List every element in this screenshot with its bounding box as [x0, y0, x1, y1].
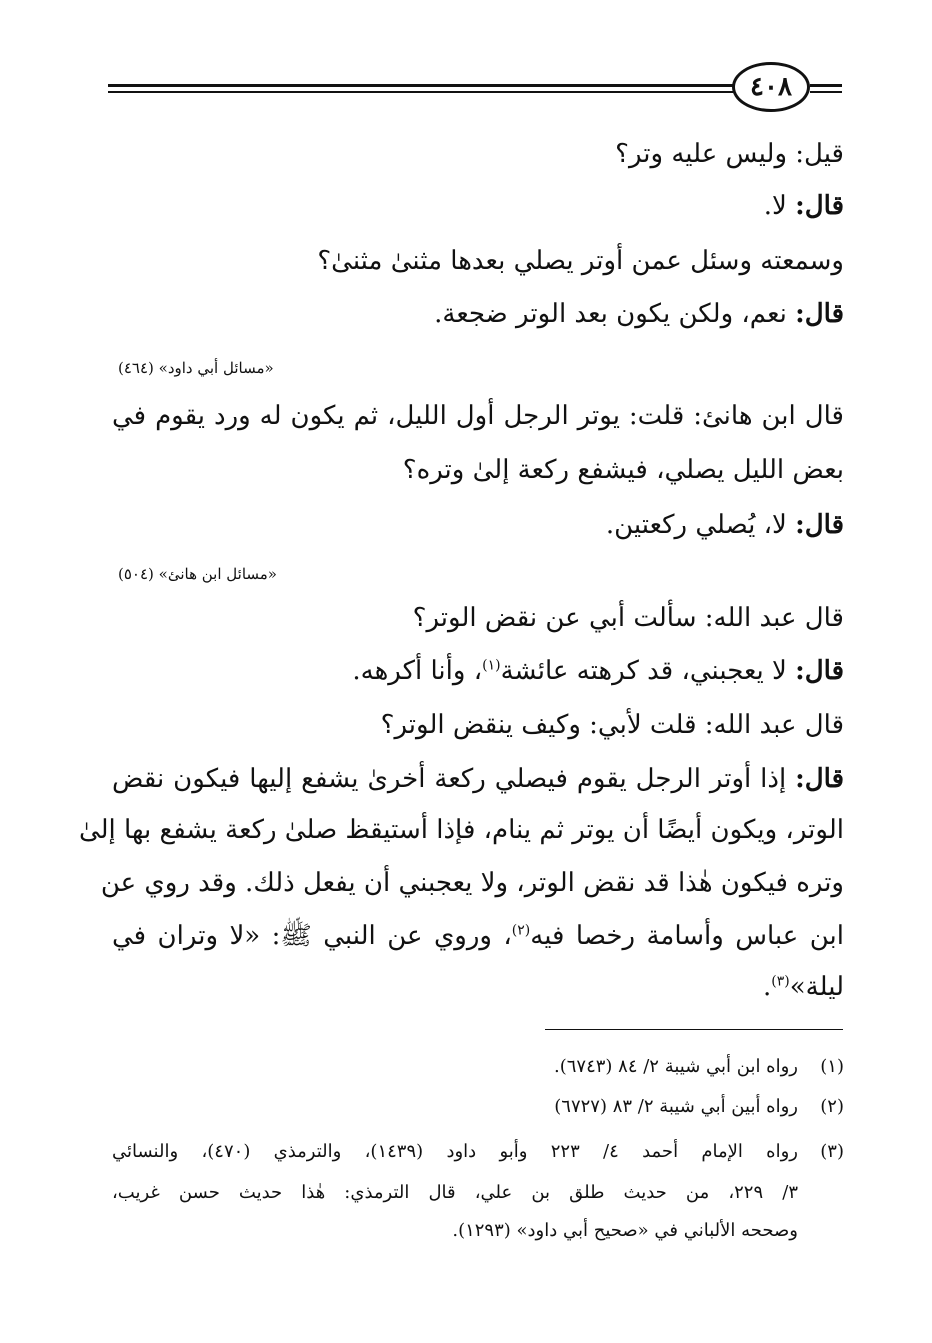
text-line [434, 299, 844, 330]
qal-label: قال: [795, 764, 845, 794]
footnote-text: رواه الإمام أحمد ٤/ ٢٢٣ وأبو داود (١٤٣٩)، والترمذي (٤٧٠)، والنسائي [112, 1141, 798, 1162]
footnote-text: رواه ابن أبي شيبة ٢/ ٨٤ (٦٧٤٣). [553, 1056, 798, 1077]
header-rule [108, 84, 733, 87]
text: وسمعته وسئل عمن أوتر يصلي بعدها مثنىٰ مثنىٰ؟ [317, 246, 844, 276]
text: قيل: وليس عليه وتر؟ [615, 139, 844, 169]
text: إذا أوتر الرجل يقوم فيصلي ركعة أخرىٰ يشفع إليها فيكون نقض [112, 764, 787, 794]
footnote-ref[interactable]: (٣) [771, 973, 790, 990]
text-line: بعض الليل يصلي، فيشفع ركعة إلىٰ وتره؟ [402, 455, 844, 485]
text-line [615, 139, 844, 170]
page-number: ٤٠٨ [732, 62, 810, 112]
footnote-number: (٣) [820, 1141, 844, 1162]
text: لا، يُصلي ركعتين. [605, 510, 787, 540]
text-line [352, 656, 844, 687]
qal-label: قال: [795, 656, 844, 686]
footnote-number: (١) [820, 1056, 844, 1077]
footnote [112, 1141, 844, 1162]
text: ، وأنا أكرهه. [352, 656, 483, 686]
footnote-continuation: وصححه الألباني في «صحيح أبي داود» (١٢٩٣). [452, 1220, 798, 1241]
text-line: قال ابن هانئ: قلت: يوتر الرجل أول الليل، ثم يكون له ورد يقوم في [112, 401, 844, 431]
text: . [763, 972, 772, 1002]
text-line [112, 764, 844, 795]
text: ، وروي عن النبي ﷺ: «لا وتران في [112, 921, 512, 951]
qal-label: قال: [795, 191, 844, 221]
text: لا. [763, 191, 787, 221]
footnote [554, 1056, 844, 1077]
header-rule [810, 84, 842, 87]
text: لا يعجبني، قد كرهته عائشة [500, 656, 787, 686]
header-rule [810, 91, 842, 93]
footnote-number: (٢) [820, 1096, 844, 1117]
footnote-rule [545, 1029, 843, 1030]
text-line: وتره فيكون هٰذا قد نقض الوتر، ولا يعجبني أن يفعل ذلك. وقد روي عن [100, 868, 844, 898]
footnote-continuation: ٣/ ٢٢٩، من حديث طلق بن علي، قال الترمذي: هٰذا حديث حسن غريب، [112, 1182, 798, 1203]
source-citation: «مسائل أبي داود» (٤٦٤) [118, 359, 274, 377]
qal-label: قال: [795, 299, 844, 329]
text-line [606, 510, 844, 541]
source-citation: «مسائل ابن هانئ» (٥٠٤) [118, 565, 277, 583]
text-line [763, 972, 844, 1003]
footnote-ref[interactable]: (١) [482, 657, 501, 674]
text: ليلة» [789, 972, 844, 1002]
text-line [764, 191, 844, 222]
text-line [112, 921, 844, 952]
footnote-ref[interactable]: (٢) [511, 922, 531, 939]
text: ابن عباس وأسامة رخصا فيه [530, 921, 844, 951]
footnote-text: رواه أبين أبي شيبة ٢/ ٨٣ (٦٧٢٧) [554, 1096, 798, 1117]
text-line: الوتر، ويكون أيضًا أن يوتر ثم ينام، فإذا أستيقظ صلىٰ ركعة يشفع بها إلىٰ [78, 815, 844, 845]
text-line: قال عبد الله: قلت لأبي: وكيف ينقض الوتر؟ [380, 710, 844, 740]
text-line [317, 246, 844, 277]
footnote [554, 1096, 844, 1117]
qal-label: قال: [795, 510, 844, 540]
text: نعم، ولكن يكون بعد الوتر ضجعة. [434, 299, 787, 329]
text-line: قال عبد الله: سألت أبي عن نقض الوتر؟ [412, 603, 844, 633]
header-rule [108, 91, 733, 93]
